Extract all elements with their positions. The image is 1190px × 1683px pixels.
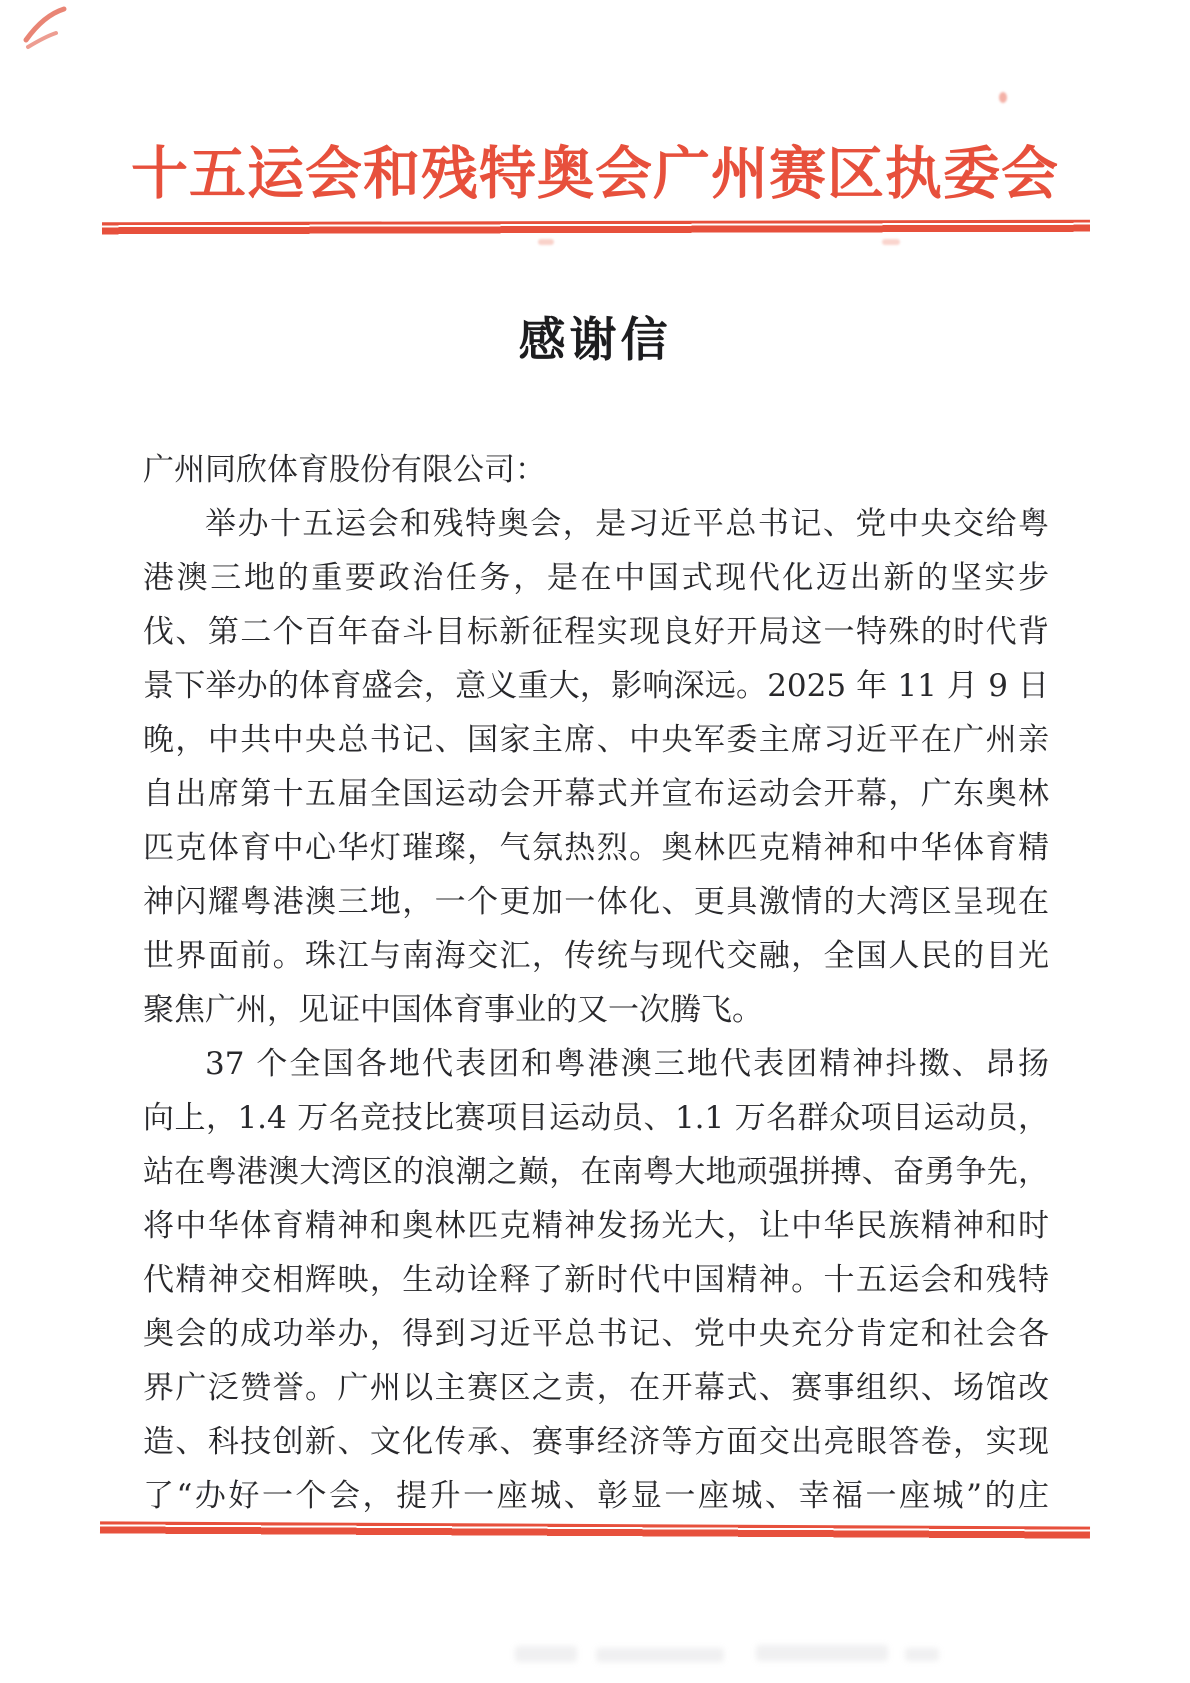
body-line: 景下举办的体育盛会，意义重大，影响深远。2025 年 11 月 9 日 (143, 668, 1049, 704)
body-line: 37 个全国各地代表团和粤港澳三地代表团精神抖擞、昂扬 (205, 1046, 1049, 1082)
paragraphs (143, 497, 1049, 1523)
body-line: 神闪耀粤港澳三地，一个更加一体化、更具激情的大湾区呈现在 (143, 884, 1049, 920)
body-line: 港澳三地的重要政治任务，是在中国式现代化迈出新的坚实步 (143, 560, 1049, 596)
bleed-through-artifact (596, 1648, 724, 1662)
footer-double-rule (100, 1521, 1090, 1539)
body-line: 自出席第十五届全国运动会开幕式并宣布运动会开幕，广东奥林 (143, 776, 1049, 812)
body-line: 匹克体育中心华灯璀璨，气氛热烈。奥林匹克精神和中华体育精 (143, 830, 1049, 866)
letter-title: 感谢信 (518, 313, 672, 368)
bleed-through-artifact (756, 1645, 888, 1661)
body-line: 了“办好一个会，提升一座城、彰显一座城、幸福一座城”的庄 (143, 1478, 1049, 1514)
body-line: 站在粤港澳大湾区的浪潮之巅，在南粤大地顽强拼搏、奋勇争先， (143, 1154, 1049, 1190)
bleed-through-artifact (905, 1648, 939, 1661)
body-line: 将中华体育精神和奥林匹克精神发扬光大，让中华民族精神和时 (143, 1208, 1049, 1244)
body-line: 世界面前。珠江与南海交汇，传统与现代交融，全国人民的目光 (143, 938, 1049, 974)
body-line: 造、科技创新、文化传承、赛事经济等方面交出亮眼答卷，实现 (143, 1424, 1049, 1460)
bleed-through-artifact (515, 1646, 577, 1662)
pen-mark-artifact (20, 4, 78, 50)
body-line: 向上，1.4 万名竞技比赛项目运动员、1.1 万名群众项目运动员， (143, 1100, 1049, 1136)
pink-smudge-artifact (538, 239, 554, 245)
body-line: 伐、第二个百年奋斗目标新征程实现良好开局这一特殊的时代背 (143, 614, 1049, 650)
salutation-line: 广州同欣体育股份有限公司： (143, 452, 546, 488)
body-line: 奥会的成功举办，得到习近平总书记、党中央充分肯定和社会各 (143, 1316, 1049, 1352)
red-dot-artifact (999, 92, 1007, 103)
letter-body (143, 443, 1049, 1523)
body-line: 代精神交相辉映，生动诠释了新时代中国精神。十五运会和残特 (143, 1262, 1049, 1298)
body-line: 举办十五运会和残特奥会，是习近平总书记、党中央交给粤 (205, 506, 1049, 542)
letterhead-double-rule (102, 220, 1090, 236)
body-line: 界广泛赞誉。广州以主赛区之责，在开幕式、赛事组织、场馆改 (143, 1370, 1049, 1406)
body-line: 晚，中共中央总书记、国家主席、中央军委主席习近平在广州亲 (143, 722, 1049, 758)
pink-smudge-artifact (882, 239, 900, 245)
body-line: 聚焦广州，见证中国体育事业的又一次腾飞。 (143, 992, 763, 1028)
letterhead-org-title: 十五运会和残特奥会广州赛区执委会 (131, 140, 1059, 207)
